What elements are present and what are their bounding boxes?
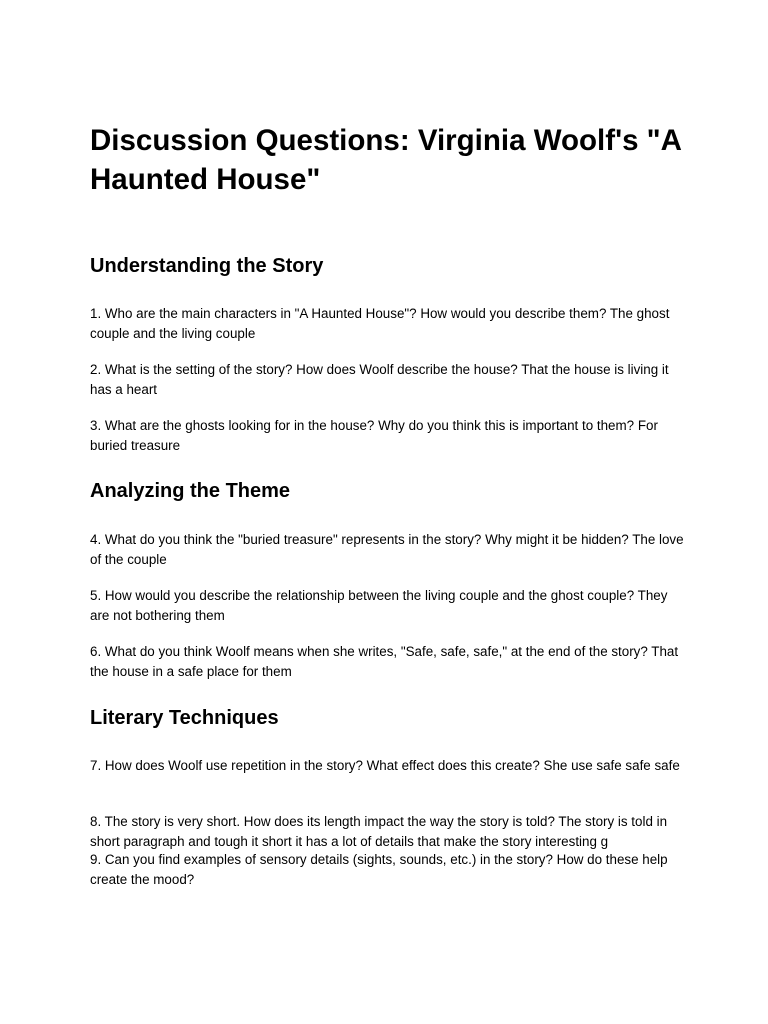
question-9: 9. Can you find examples of sensory details (sights, sounds, etc.) in the story? How do these help create the mood? (90, 852, 668, 887)
section-heading-understanding: Understanding the Story (90, 255, 324, 277)
question-8: 8. The story is very short. How does its length impact the way the story is told? The story is told in short paragraph and tough it short it has a lot of details that make the story interesting g (90, 814, 668, 849)
question-3: 3. What are the ghosts looking for in the house? Why do you think this is important to them? For buried treasure (90, 418, 658, 453)
question-2: 2. What is the setting of the story? How does Woolf describe the house? That the house is living it has a heart (90, 362, 669, 397)
document-title: Discussion Questions: Virginia Woolf's "A Haunted House" (90, 124, 681, 196)
question-6: 6. What do you think Woolf means when she writes, "Safe, safe, safe," at the end of the story? That the house in a safe place for them (90, 644, 679, 679)
section-heading-theme: Analyzing the Theme (90, 480, 291, 502)
question-1: 1. Who are the main characters in "A Haunted House"? How would you describe them? The ghost couple and the living couple (90, 306, 670, 341)
question-4: 4. What do you think the "buried treasure" represents in the story? Why might it be hidden? The love of the couple (90, 532, 684, 567)
question-5: 5. How would you describe the relationship between the living couple and the ghost couple? They are not bothering them (90, 588, 668, 623)
section-heading-techniques: Literary Techniques (90, 707, 279, 729)
question-7: 7. How does Woolf use repetition in the story? What effect does this create? She use safe safe safe (90, 758, 680, 773)
